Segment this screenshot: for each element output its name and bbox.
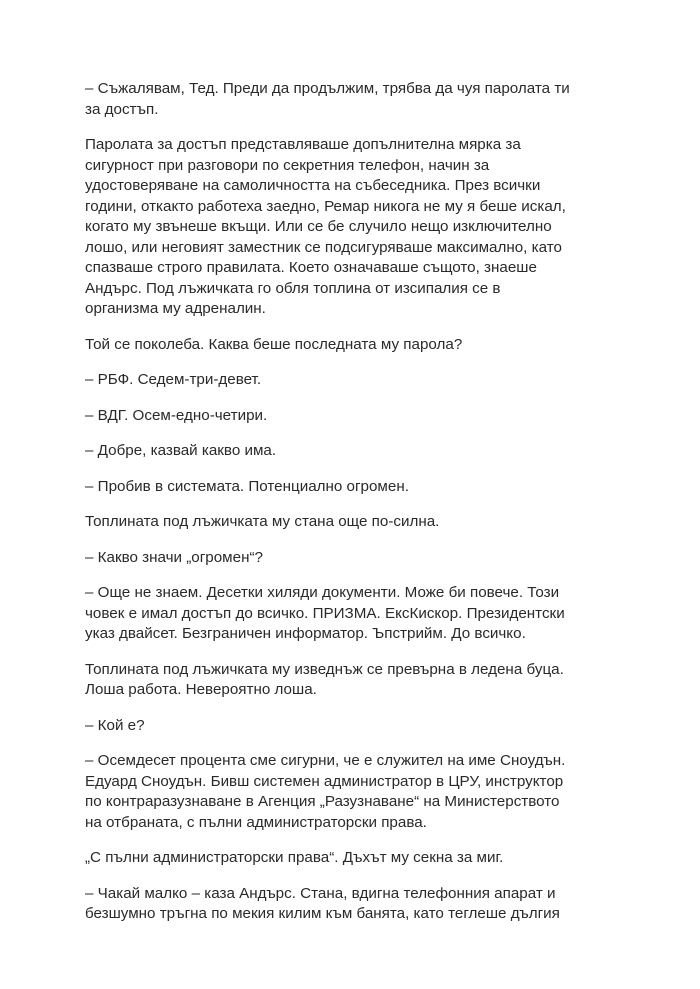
paragraph: Той се поколеба. Каква беше последната му парола? [85,335,463,353]
paragraph: – Пробив в системата. Потенциално огромен. [85,477,409,495]
paragraph: – Чакай малко – каза Андърс. Стана, вдигна телефонния апарат и безшумно тръгна по мекия килим към банята, като теглеше дългия [85,884,560,922]
paragraph: Топлината под лъжичката му изведнъж се превърна в ледена буца. Лоша работа. Невероятно лоша. [85,660,564,698]
paragraph: – Още не знаем. Десетки хиляди документи. Може би повече. Този човек е имал достъп до всичко. ПРИЗМА. ЕксКискор. Президентски указ двайсет. Безграничен информатор. Ъпстрийм. До всичко. [85,584,565,642]
paragraph: – Добре, казвай какво има. [85,442,277,459]
paragraph: – Кой е? [85,716,145,734]
body-text [85,79,625,940]
paragraph: – ВДГ. Осем-едно-четири. [85,406,268,424]
paragraph: – Какво значи „огромен“? [85,548,263,566]
paragraph: – РБФ. Седем-три-девет. [85,371,262,388]
paragraph: „С пълни администраторски права“. Дъхът му секна за миг. [85,849,504,866]
paragraph: – Осемдесет процента сме сигурни, че е служител на име Сноудън. Едуард Сноудън. Бивш системен администратор в ЦРУ, инструктор по контраразузнаване в Агенция „Разузнаване“ на Министерството на отбраната, с пълни администраторски права. [85,752,566,831]
paragraph: – Съжалявам, Тед. Преди да продължим, трябва да чуя паролата ти за достъп. [85,80,570,118]
paragraph: Паролата за достъп представляваше допълнителна мярка за сигурност при разговори по секретния телефон, начин за удостоверяване на самоличността на събеседника. През всички години, откакто работеха заедно, Ремар никога не му я беше искал, когато му звънеше вкъщи. Или се бе случило нещо изключително лошо, или неговият заместник се подсигуряваше максимално, като спазваше строго правилата. Което означаваше същото, знаеше Андърс. Под лъжичката го обля топлина от изсипалия се в организма му адреналин. [85,136,566,317]
paragraph: Топлината под лъжичката му стана още по-силна. [85,513,440,530]
